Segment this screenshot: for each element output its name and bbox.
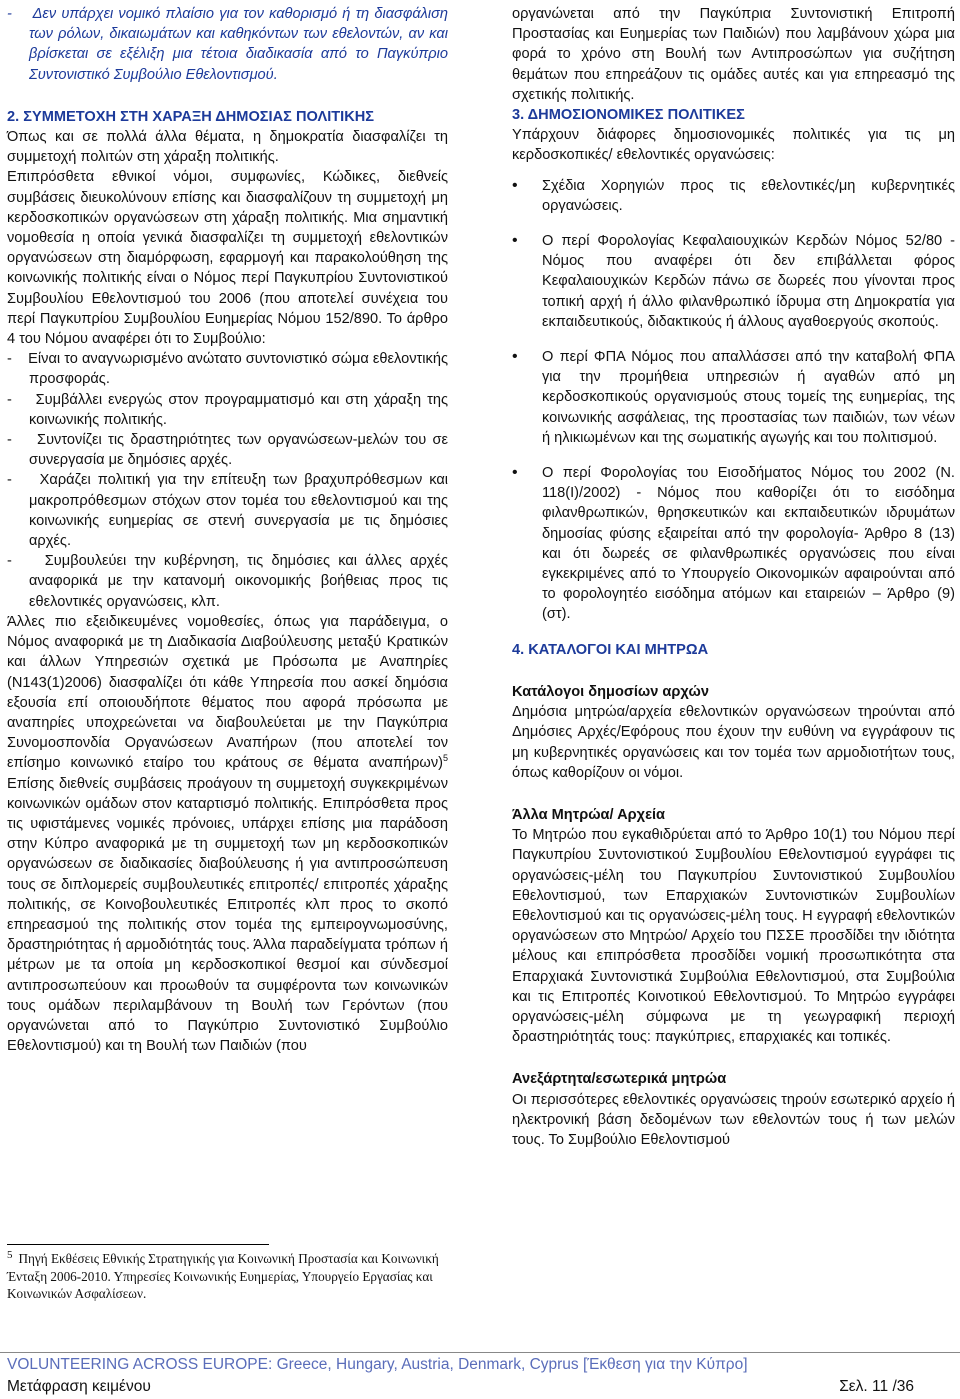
footer-divider: [0, 1352, 960, 1353]
public-authorities-text: Δημόσια μητρώα/αρχεία εθελοντικών οργανώσεων τηρούνται από Δημόσιες Αρχές/Εφόρους που έχουν την ευθύνη να εγγράφουν τις μη κυβερνητικές οργανώσεις και τον τομέα των αρμοδιοτήτων τους, όπως καθορίζουν οι νόμοι.: [512, 704, 955, 781]
left-column: [7, 4, 448, 1056]
section-2-paragraph-1: Όπως και σε πολλά άλλα θέματα, η δημοκρατία διασφαλίζει τη συμμετοχή πολιτών στη χάραξη πολιτικής.: [7, 129, 448, 166]
other-laws-paragraph: [7, 612, 448, 1056]
other-laws-text-a: Άλλες πιο εξειδικευμένες νομοθεσίες, όπως για παράδειγμα, ο Νόμος αναφορικά με τη Διαδικασία Διαβούλευσης μεταξύ Κρατικών και άλλων Υπηρεσιών σχετικά με Πρόσωπα με Αναπηρίες (Ν143(1)2006) διασφαλίζει ότι κάθε Υπηρεσία που ασκεί δημόσια εξουσία επί οποιουδήποτε θέματος που αφορά πρόσωπα με αναπηρίες υποχρεώνεται να διαβουλεύεται με την Παγκύπρια Συνομοσπονδία Οργανώσεων Αναπήρων (που αποτελεί τον επίσημο κοινωνικό εταίρο του κράτους σε θέματα αναπήρων): [7, 613, 448, 772]
page-number: Σελ. 11 /36: [839, 1378, 914, 1395]
council-duty-item: - Συμβάλλει ενεργώς στον προγραμματισμό και στη χάραξη της κοινωνικής πολιτικής.: [7, 391, 448, 428]
council-duty-item: - Συμβουλεύει την κυβέρνηση, τις δημόσιες και άλλες αρχές αναφορικά με την κατανομή οικονομικής βοήθειας προς τις εθελοντικές οργανώσεις, κλπ.: [7, 553, 448, 610]
list-item: • Ο περί Φορολογίας Κεφαλαιουχικών Κερδών Νόμος 52/80 - Νόμος που αναφέρει ότι δεν επιβάλλεται φόρος Κεφαλαιουχικών Κερδών πάνω σε δωρεές που γίνονται προς τοπική αρχή ή άλλο φιλανθρωπικό ίδρυμα στη Δημοκρατία για εκπαιδευτικούς, διδακτικούς ή άλλους αγαθοεργούς σκοπούς.: [512, 231, 955, 332]
fiscal-policy-list: [512, 176, 955, 625]
council-duty-item: - Είναι το αναγνωρισμένο ανώτατο συντονιστικό σώμα εθελοντικής προσφοράς.: [7, 351, 448, 388]
section-2-paragraph-2: Επιπρόσθετα εθνικοί νόμοι, συμφωνίες, Κώδικες, διεθνείς συμβάσεις διευκολύνουν επίσης και διασφαλίζουν τη συμμετοχή μη κερδοσκοπικών οργανώσεων στη χάραξη πολιτικής. Μια σημαντική νομοθεσία η οποία γενικά διασφαλίζει τη συμμετοχή εθελοντικών οργανώσεων στη διαμόρφωση, εφαρμογή και παρακολούθηση της κοινωνικής πολιτικής είναι ο Νόμος περί Παγκυπρίου Συντονιστικού Συμβουλίου Εθελοντισμού του 2006 (που αποτελεί συνέχεια του περί Παγκυπρίου Συμβουλίου Ευημερίας Νόμου 152/890. Το άρθρο 4 του Νόμου αναφέρει ότι το Συμβούλιο:: [7, 169, 448, 348]
footer-subtitle: Μετάφραση κειμένου: [7, 1378, 151, 1395]
list-item: • Ο περί Φορολογίας του Εισοδήματος Νόμος του 2002 (Ν. 118(Ι)/2002) - Νόμος που καθορίζει ότι το εισόδημα φιλανθρωπικών, θρησκευτικών και εκπαιδευτικών ιδρυμάτων δημοσίας φύσης εξαιρείται από την φορολογία- Άρθρο 8 (13) και ότι δωρεές σε φιλανθρωπικές οργανώσεις που είναι εγκεκριμένες από το Υπουργείο Οικονομικών αφαιρούνται από το φορολογητέο εισόδημα ατόμων και εταιρειών – Άρθρο (9)(στ).: [512, 463, 955, 625]
other-laws-text-b: Επίσης διεθνείς συμβάσεις προάγουν τη συμμετοχή συγκεκριμένων κοινωνικών ομάδων στον καταρτισμό πολιτικής. Επιπρόσθετα προς τις υφιστάμενες νομικές πρόνοιες, υπάρχει επίσης μια παράδοση στην Κύπρο αναφορικά με τη συμμετοχή των μη κερδοσκοπικών οργανώσεων σε διαδικασίες διαβούλευσης ή για αντιπροσώπευση τους σε διπλομερείς συμβουλευτικές επιτροπές/ επιτροπές χάραξης πολιτικής, σε Κοινοβουλευτικές Επιτροπές κλπ προς το σκοπό επηρεασμού της πολιτικής στον τομέα της εμπειρογνωμοσύνης, δραστηριότητας ή αρμοδιότητάς τους. Άλλα παραδείγματα τρόπων ή μέτρων με τα οποία μη κερδοσκοπικοί θεσμοί και σύνδεσμοί αντιπροσωπεύουν και προωθούν τα συμφέροντα των κοινωνικών τους ομάδων περιλαμβάνουν τη Βουλή των Γερόντων (που οργανώνεται από το Παγκύπριο Συντονιστικό Συμβούλιο Εθελοντισμού) και τη Βουλή των Παιδιών (που: [7, 775, 448, 1055]
council-duty-item: - Συντονίζει τις δραστηριότητες των οργανώσεων-μελών του σε συνεργασία με δημόσιες αρχές.: [7, 432, 448, 469]
section-2-heading: 2. ΣΥΜΜΕΤΟΧΗ ΣΤΗ ΧΑΡΑΞΗ ΔΗΜΟΣΙΑΣ ΠΟΛΙΤΙΚΗΣ: [7, 108, 375, 125]
other-registers-text: Το Μητρώο που εγκαθιδρύεται από το Άρθρο 10(1) του Νόμου περί Παγκυπρίου Συντονιστικού Συμβουλίου Εθελοντισμού εγγράφει τις οργανώσεις-μέλη του Παγκυπρίου Συντονιστικού Συμβουλίου Εθελοντισμού, των Επαρχιακών Συντονιστικών Συμβουλίων Εθελοντισμού και τις οργανώσεις-μέλη τους. Η εγγραφή εθελοντικών οργανώσεων στο Μητρώο/ Αρχείο του ΠΣΣΕ προσδίδει την ιδιότητα μέλους και επιπρόσθετα προσδίδει νομική προσωπικότητα στα Επαρχιακά Συντονιστικά Συμβούλια Εθελοντισμού, στα Συμβούλια και τις Επιτροπές Κοινοτικού Εθελοντισμού. Το Μητρώο εγγράφει οργανώσεις-μέλη σύμφωνα με τη γεωγραφική περιοχή δραστηριότητάς τους: παγκύπριες, επαρχιακές και τοπικές.: [512, 827, 955, 1046]
footnote-mark: 5: [7, 1248, 13, 1261]
public-authorities-heading: Κατάλογοι δημοσίων αρχών: [512, 683, 709, 700]
section-4-heading: 4. ΚΑΤΑΛΟΓΟΙ ΚΑΙ ΜΗΤΡΩΑ: [512, 641, 709, 658]
right-column: [512, 4, 955, 1150]
internal-registers-text: Οι περισσότερες εθελοντικές οργανώσεις τηρούν εσωτερικό αρχείο ή ηλεκτρονική βάση δεδομένων των εθελοντών τους ή των μελών τους. Το Συμβούλιο Εθελοντισμού: [512, 1091, 955, 1148]
intro-dash-item: - Δεν υπάρχει νομικό πλαίσιο για τον καθορισμό ή τη διασφάλιση των ρόλων, δικαιωμάτων και καθηκόντων των εθελοντών, αν και βρίσκεται σε εξέλιξη μια τέτοια διαδικασία από το Παγκύπριο Συντονιστικό Συμβούλιο Εθελοντισμού.: [7, 6, 448, 83]
other-registers-heading: Άλλα Μητρώα/ Αρχεία: [512, 806, 666, 823]
footnote: [7, 1250, 452, 1303]
continuation-paragraph: οργανώνεται από την Παγκύπρια Συντονιστική Επιτροπή Προστασίας και Ευημερίας των Παιδιών) που λαμβάνουν χώρα μια φορά το χρόνο στη Βουλή των Αντιπροσώπων για συζήτηση θεμάτων που επηρεάζουν τις ομάδες αυτές και για επηρεασμό της σχετικής πολιτικής.: [512, 6, 955, 103]
council-duty-item: - Χαράζει πολιτική για την επίτευξη των βραχυπρόθεσμων και μακροπρόθεσμων στόχων στον τομέα του εθελοντισμού και της κοινωνικής ευημερίας σε στενή συνεργασία με τις δημόσιες αρχές.: [7, 472, 448, 550]
section-3-heading: 3. ΔΗΜΟΣΙΟΝΟΜΙΚΕΣ ΠΟΛΙΤΙΚΕΣ: [512, 107, 745, 124]
list-item: • Ο περί ΦΠΑ Νόμος που απαλλάσσει από την καταβολή ΦΠΑ για την προμήθεια υπηρεσιών ή αγαθών από μη κερδοσκοπικούς οργανισμούς στους τομείς της ευημερίας, της κοινωνικής ασφάλειας, της προστασίας των παιδιών, των νέων ή ηλικιωμένων και της σωματικής αγωγής και του πολιτισμού.: [512, 347, 955, 448]
list-item: • Σχέδια Χορηγιών προς τις εθελοντικές/μη κυβερνητικές οργανώσεις.: [512, 176, 955, 216]
internal-registers-heading: Ανεξάρτητα/εσωτερικά μητρώα: [512, 1071, 727, 1088]
footnote-reference[interactable]: 5: [442, 753, 448, 764]
footer-title: VOLUNTEERING ACROSS EUROPE: Greece, Hungary, Austria, Denmark, Cyprus [Έκθεση για την Κύπρο]: [7, 1356, 748, 1373]
section-3-intro: Υπάρχουν διάφορες δημοσιονομικές πολιτικές για τις μη κερδοσκοπικές/ εθελοντικές οργανώσεις:: [512, 127, 955, 164]
footnote-divider: [7, 1244, 269, 1245]
footnote-text: Πηγή Εκθέσεις Εθνικής Στρατηγικής για Κοινωνική Προστασία και Κοινωνική Ένταξη 2006-2010. Υπηρεσίες Κοινωνικής Ευημερίας, Υπουργείο Εργασίας και Κοινωνικών Ασφαλίσεων.: [7, 1251, 439, 1301]
